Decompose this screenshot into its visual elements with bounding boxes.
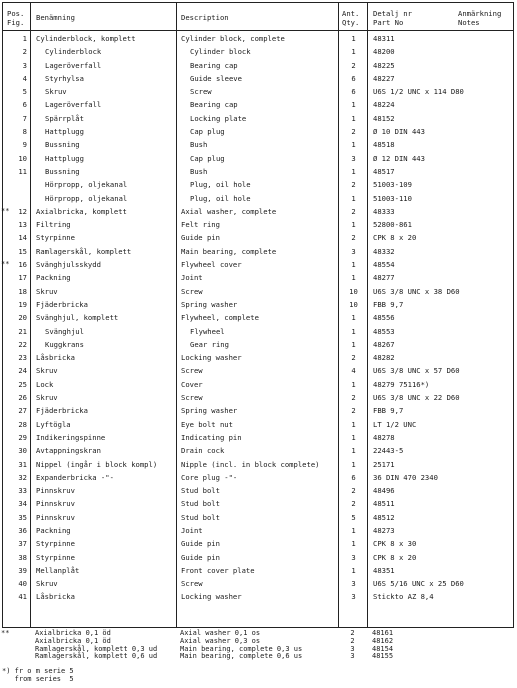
english-description: Bearing cap xyxy=(190,100,238,110)
quantity: 3 xyxy=(351,579,356,589)
part-number: 48511 xyxy=(373,499,395,509)
swedish-name: Lyftögla xyxy=(36,419,71,429)
english-description: Screw xyxy=(181,393,203,403)
table-row xyxy=(3,311,513,324)
position-number: 26 xyxy=(18,393,27,403)
table-row xyxy=(3,285,513,298)
english-description: Axial washer, complete xyxy=(181,206,277,216)
position-number: 18 xyxy=(18,286,27,296)
position-number: 7 xyxy=(22,113,27,123)
swedish-name: Skruv xyxy=(45,87,67,97)
header-notes: Anmärkning Notes xyxy=(458,9,502,27)
position-number: 37 xyxy=(18,539,27,549)
table-row xyxy=(3,391,513,404)
english-description: Locking washer xyxy=(181,353,242,363)
swedish-name: Pinnskruv xyxy=(36,512,75,522)
swedish-name: Hattplugg xyxy=(45,153,84,163)
position-number: 31 xyxy=(18,459,27,469)
table-row xyxy=(3,59,513,72)
position-number: 28 xyxy=(18,419,27,429)
english-description: Flywheel, complete xyxy=(181,313,259,323)
quantity: 2 xyxy=(351,180,356,190)
swedish-name: Lock xyxy=(36,379,54,389)
table-row xyxy=(3,271,513,284)
quantity: 5 xyxy=(351,512,356,522)
english-description: Indicating pin xyxy=(181,432,242,442)
swedish-name: Svänghjul, komplett xyxy=(36,313,119,323)
table-row xyxy=(3,444,513,457)
quantity: 2 xyxy=(351,60,356,70)
part-number: 52800-861 xyxy=(373,220,412,230)
position-number: 25 xyxy=(18,379,27,389)
english-description: Nipple (incl. in block complete) xyxy=(181,459,320,469)
table-row xyxy=(3,325,513,338)
part-number: Ø 12 DIN 443 xyxy=(373,153,425,163)
table-row xyxy=(3,458,513,471)
english-description: Core plug -"- xyxy=(181,472,238,482)
part-number: 51003-109 xyxy=(373,180,412,190)
part-number: 48496 xyxy=(373,486,395,496)
part-number: U6S 3/8 UNC x 22 D60 xyxy=(373,393,460,403)
swedish-name: Hattplugg xyxy=(45,127,84,137)
swedish-name: Axialbricka 0,1 öd xyxy=(35,636,111,645)
english-description: Cover xyxy=(181,379,203,389)
swedish-name: Låsbricka xyxy=(36,592,75,602)
position-number: 34 xyxy=(18,499,27,509)
quantity: 1 xyxy=(351,47,356,57)
swedish-name: Skruv xyxy=(36,286,58,296)
swedish-name: Filtring xyxy=(36,220,71,230)
table-row xyxy=(3,511,513,524)
swedish-name: Spärrplåt xyxy=(45,113,84,123)
quantity: 3 xyxy=(351,153,356,163)
part-number: U6S 3/8 UNC x 57 D60 xyxy=(373,366,460,376)
position-number: 38 xyxy=(18,552,27,562)
quantity: 1 xyxy=(351,166,356,176)
table-row xyxy=(3,351,513,364)
header-description: Description xyxy=(181,13,229,22)
position-number: 19 xyxy=(18,299,27,309)
table-row xyxy=(3,152,513,165)
part-number: FBB 9,7 xyxy=(373,406,404,416)
quantity: 1 xyxy=(351,140,356,150)
swedish-name: Ramlagerskål, komplett xyxy=(36,246,132,256)
swedish-name: Hörpropp, oljekanal xyxy=(45,193,128,203)
quantity: 1 xyxy=(351,339,356,349)
part-number: 48311 xyxy=(373,34,395,43)
position-number: 2 xyxy=(22,47,27,57)
quantity: 2 xyxy=(351,486,356,496)
part-number: Stickto AZ 8,4 xyxy=(373,592,434,602)
table-row xyxy=(3,165,513,178)
table-row xyxy=(3,98,513,111)
part-number: 48227 xyxy=(373,73,395,83)
table-row xyxy=(3,338,513,351)
position-number: 13 xyxy=(18,220,27,230)
position-number: 15 xyxy=(18,246,27,256)
swedish-name: Skruv xyxy=(36,579,58,589)
quantity: 1 xyxy=(351,34,356,43)
english-description: Joint xyxy=(181,273,203,283)
part-number: CPK 8 x 20 xyxy=(373,233,417,243)
part-number: 48282 xyxy=(373,353,395,363)
position-number: 29 xyxy=(18,432,27,442)
english-description: Joint xyxy=(181,525,203,535)
english-description: Guide sleeve xyxy=(190,73,242,83)
english-description: Cap plug xyxy=(190,127,225,137)
part-number: 25171 xyxy=(373,459,395,469)
part-number: 48333 xyxy=(373,206,395,216)
revision-mark: ** xyxy=(1,629,10,637)
swedish-name: Låsbricka xyxy=(36,353,75,363)
quantity: 3 xyxy=(350,652,355,661)
quantity: 1 xyxy=(351,326,356,336)
quantity: 2 xyxy=(351,393,356,403)
position-number: 11 xyxy=(18,166,27,176)
header-part-no: Detalj nr Part No xyxy=(373,9,412,27)
table-row xyxy=(3,258,513,271)
swedish-name: Indikeringspinne xyxy=(36,432,106,442)
position-number: 20 xyxy=(18,313,27,323)
part-number: 48556 xyxy=(373,313,395,323)
part-number: 48200 xyxy=(373,47,395,57)
english-description: Cylinder block xyxy=(190,47,251,57)
position-number: 3 xyxy=(22,60,27,70)
part-number: 22443-5 xyxy=(373,446,404,456)
position-number: 10 xyxy=(18,153,27,163)
swedish-name: Ramlagerskål, komplett 0,6 ud xyxy=(35,652,158,661)
english-description: Spring washer xyxy=(181,406,238,416)
table-row xyxy=(3,551,513,564)
swedish-name: Styrpinne xyxy=(36,233,75,243)
part-number: 48277 xyxy=(373,273,395,283)
part-number: 48553 xyxy=(373,326,395,336)
quantity: 1 xyxy=(351,193,356,203)
header-benamning: Benämning xyxy=(36,13,75,22)
part-number: 48517 xyxy=(373,166,395,176)
quantity: 3 xyxy=(350,644,355,653)
quantity: 4 xyxy=(351,366,356,376)
english-description: Flywheel xyxy=(190,326,225,336)
position-number: 41 xyxy=(18,592,27,602)
english-description: Screw xyxy=(181,286,203,296)
english-description: Main bearing, complete xyxy=(181,246,277,256)
part-number: LT 1/2 UNC xyxy=(373,419,417,429)
english-description: Bush xyxy=(190,140,208,150)
revision-mark: ** xyxy=(1,260,10,269)
swedish-name: Mellanplåt xyxy=(36,565,80,575)
english-description: Axial washer 0,1 os xyxy=(180,629,261,637)
swedish-name: Svänghjul xyxy=(45,326,84,336)
table-row xyxy=(3,590,513,603)
part-number: FBB 9,7 xyxy=(373,299,404,309)
swedish-name: Pinnskruv xyxy=(36,486,75,496)
position-number: 23 xyxy=(18,353,27,363)
position-number: 30 xyxy=(18,446,27,456)
table-row xyxy=(3,404,513,417)
swedish-name: Nippel (ingår i block kompl) xyxy=(36,459,158,469)
position-number: 33 xyxy=(18,486,27,496)
english-description: Screw xyxy=(181,579,203,589)
swedish-name: Styrhylsa xyxy=(45,73,84,83)
english-description: Stud bolt xyxy=(181,499,220,509)
swedish-name: Cylinderblock xyxy=(45,47,102,57)
english-description: Bush xyxy=(190,166,208,176)
footnote xyxy=(2,668,74,683)
english-description: Felt ring xyxy=(181,220,220,230)
quantity: 6 xyxy=(351,87,356,97)
part-number: 48225 xyxy=(373,60,395,70)
table-row xyxy=(3,497,513,510)
part-number: 48512 xyxy=(373,512,395,522)
english-description: Flywheel cover xyxy=(181,260,242,270)
part-number: 48161 xyxy=(372,629,394,637)
english-description: Main bearing, complete 0,3 us xyxy=(180,644,303,653)
swedish-name: Skruv xyxy=(36,366,58,376)
table-row xyxy=(3,298,513,311)
quantity: 2 xyxy=(351,406,356,416)
quantity: 1 xyxy=(351,565,356,575)
position-number: 6 xyxy=(22,100,27,110)
quantity: 1 xyxy=(351,260,356,270)
quantity: 1 xyxy=(351,459,356,469)
quantity: 2 xyxy=(351,127,356,137)
position-number: 17 xyxy=(18,273,27,283)
quantity: 2 xyxy=(351,206,356,216)
english-description: Guide pin xyxy=(181,233,220,243)
table-row xyxy=(3,178,513,191)
swedish-name: Styrpinne xyxy=(36,552,75,562)
swedish-name: Avtappningskran xyxy=(36,446,101,456)
part-number: 48224 xyxy=(373,100,395,110)
quantity: 1 xyxy=(351,419,356,429)
part-number: 48332 xyxy=(373,246,395,256)
swedish-name: Packning xyxy=(36,525,71,535)
swedish-name: Styrpinne xyxy=(36,539,75,549)
table-row xyxy=(3,364,513,377)
table-row xyxy=(3,205,513,218)
table-row xyxy=(3,72,513,85)
quantity: 1 xyxy=(351,446,356,456)
quantity: 1 xyxy=(351,379,356,389)
swedish-name: Expanderbricka -"- xyxy=(36,472,114,482)
position-number: 8 xyxy=(22,127,27,137)
table-row xyxy=(3,577,513,590)
footnote-english: from series 5 xyxy=(2,674,74,683)
swedish-name: Skruv xyxy=(36,393,58,403)
english-description: Stud bolt xyxy=(181,486,220,496)
quantity: 2 xyxy=(350,636,355,645)
english-description: Guide pin xyxy=(181,552,220,562)
position-number: 5 xyxy=(22,87,27,97)
part-number: U6S 3/8 UNC x 38 D60 xyxy=(373,286,460,296)
english-description: Cylinder block, complete xyxy=(181,34,285,43)
part-number: 48351 xyxy=(373,565,395,575)
part-number: 48554 xyxy=(373,260,395,270)
position-number: 4 xyxy=(22,73,27,83)
part-number: 36 DIN 470 2340 xyxy=(373,472,438,482)
english-description: Screw xyxy=(190,87,212,97)
part-number: CPK 8 x 20 xyxy=(373,552,417,562)
english-description: Locking washer xyxy=(181,592,242,602)
swedish-name: Fjäderbricka xyxy=(36,299,88,309)
part-number: 48154 xyxy=(372,644,394,653)
quantity: 6 xyxy=(351,73,356,83)
quantity: 10 xyxy=(349,286,358,296)
swedish-name: Cylinderblock, komplett xyxy=(36,34,136,43)
parts-table xyxy=(2,2,514,628)
quantity: 6 xyxy=(351,472,356,482)
part-number: 48152 xyxy=(373,113,395,123)
part-number: 48518 xyxy=(373,140,395,150)
quantity: 1 xyxy=(351,313,356,323)
part-number: Ø 10 DIN 443 xyxy=(373,127,425,137)
part-number: 51003-110 xyxy=(373,193,412,203)
english-description: Stud bolt xyxy=(181,512,220,522)
english-description: Screw xyxy=(181,366,203,376)
position-number: 22 xyxy=(18,339,27,349)
table-row xyxy=(3,112,513,125)
swedish-name: Bussning xyxy=(45,140,80,150)
position-number: 21 xyxy=(18,326,27,336)
quantity: 1 xyxy=(351,273,356,283)
quantity: 2 xyxy=(351,499,356,509)
position-number: 1 xyxy=(22,34,27,43)
swedish-name: Axialbricka 0,1 öd xyxy=(35,629,111,637)
english-description: Drain cock xyxy=(181,446,225,456)
position-number: 14 xyxy=(18,233,27,243)
table-row xyxy=(3,471,513,484)
header-qty: Ant. Qty. xyxy=(342,9,360,27)
table-row xyxy=(3,537,513,550)
position-number: 9 xyxy=(22,140,27,150)
swedish-name: Svänghjulsskydd xyxy=(36,260,101,270)
table-row xyxy=(3,245,513,258)
swedish-name: Axialbricka, komplett xyxy=(36,206,127,216)
table-row xyxy=(3,484,513,497)
oversize-parts-list xyxy=(2,630,514,661)
table-row xyxy=(3,418,513,431)
swedish-name: Ramlagerskål, komplett 0,3 ud xyxy=(35,644,158,653)
english-description: Locking plate xyxy=(190,113,247,123)
swedish-name: Fjäderbricka xyxy=(36,406,88,416)
english-description: Plug, oil hole xyxy=(190,180,251,190)
part-number: CPK 8 x 30 xyxy=(373,539,417,549)
position-number: 40 xyxy=(18,579,27,589)
english-description: Spring washer xyxy=(181,299,238,309)
position-number: 16 xyxy=(18,260,27,270)
position-number: 12 xyxy=(18,206,27,216)
swedish-name: Pinnskruv xyxy=(36,499,75,509)
table-row xyxy=(3,192,513,205)
table-row xyxy=(3,138,513,151)
header-pos: Pos. Fig. xyxy=(7,9,25,27)
table-row xyxy=(3,431,513,444)
swedish-name: Packning xyxy=(36,273,71,283)
quantity: 1 xyxy=(351,113,356,123)
position-number: 32 xyxy=(18,472,27,482)
english-description: Bearing cap xyxy=(190,60,238,70)
swedish-name: Lageröverfall xyxy=(45,100,102,110)
position-number: 35 xyxy=(18,512,27,522)
quantity: 1 xyxy=(351,539,356,549)
quantity: 3 xyxy=(351,246,356,256)
part-number: 48278 xyxy=(373,432,395,442)
quantity: 1 xyxy=(351,100,356,110)
english-description: Eye bolt nut xyxy=(181,419,233,429)
part-number: 48267 xyxy=(373,339,395,349)
quantity: 2 xyxy=(351,233,356,243)
swedish-name: Bussning xyxy=(45,166,80,176)
position-number: 27 xyxy=(18,406,27,416)
quantity: 1 xyxy=(351,525,356,535)
header-divider xyxy=(3,30,513,31)
quantity: 3 xyxy=(351,552,356,562)
english-description: Axial washer 0,3 os xyxy=(180,636,261,645)
quantity: 2 xyxy=(350,629,355,637)
part-number: U6S 5/16 UNC x 25 D60 xyxy=(373,579,464,589)
table-body xyxy=(3,32,513,604)
part-number: U6S 1/2 UNC x 114 D80 xyxy=(373,87,464,97)
footnote-swedish: *) fr o m serie 5 xyxy=(2,667,74,675)
english-description: Plug, oil hole xyxy=(190,193,251,203)
part-number: 48162 xyxy=(372,636,394,645)
english-description: Main bearing, complete 0,6 us xyxy=(180,652,303,661)
table-row xyxy=(3,564,513,577)
position-number: 36 xyxy=(18,525,27,535)
table-row xyxy=(3,231,513,244)
part-number: 48155 xyxy=(372,652,394,661)
swedish-name: Lageröverfall xyxy=(45,60,102,70)
quantity: 10 xyxy=(349,299,358,309)
table-row xyxy=(3,218,513,231)
quantity: 3 xyxy=(351,592,356,602)
table-row xyxy=(3,32,513,45)
swedish-name: Hörpropp, oljekanal xyxy=(45,180,128,190)
table-row xyxy=(3,378,513,391)
part-number: 48273 xyxy=(373,525,395,535)
position-number: 24 xyxy=(18,366,27,376)
table-row xyxy=(3,524,513,537)
english-description: Front cover plate xyxy=(181,565,255,575)
quantity: 2 xyxy=(351,353,356,363)
swedish-name: Kuggkrans xyxy=(45,339,84,349)
part-number: 48279 75116*) xyxy=(373,379,430,389)
quantity: 1 xyxy=(351,432,356,442)
quantity: 1 xyxy=(351,220,356,230)
english-description: Gear ring xyxy=(190,339,229,349)
position-number: 39 xyxy=(18,565,27,575)
oversize-row xyxy=(2,653,514,661)
revision-mark: ** xyxy=(1,206,10,215)
table-row xyxy=(3,125,513,138)
english-description: Guide pin xyxy=(181,539,220,549)
table-row xyxy=(3,45,513,58)
english-description: Cap plug xyxy=(190,153,225,163)
table-row xyxy=(3,85,513,98)
